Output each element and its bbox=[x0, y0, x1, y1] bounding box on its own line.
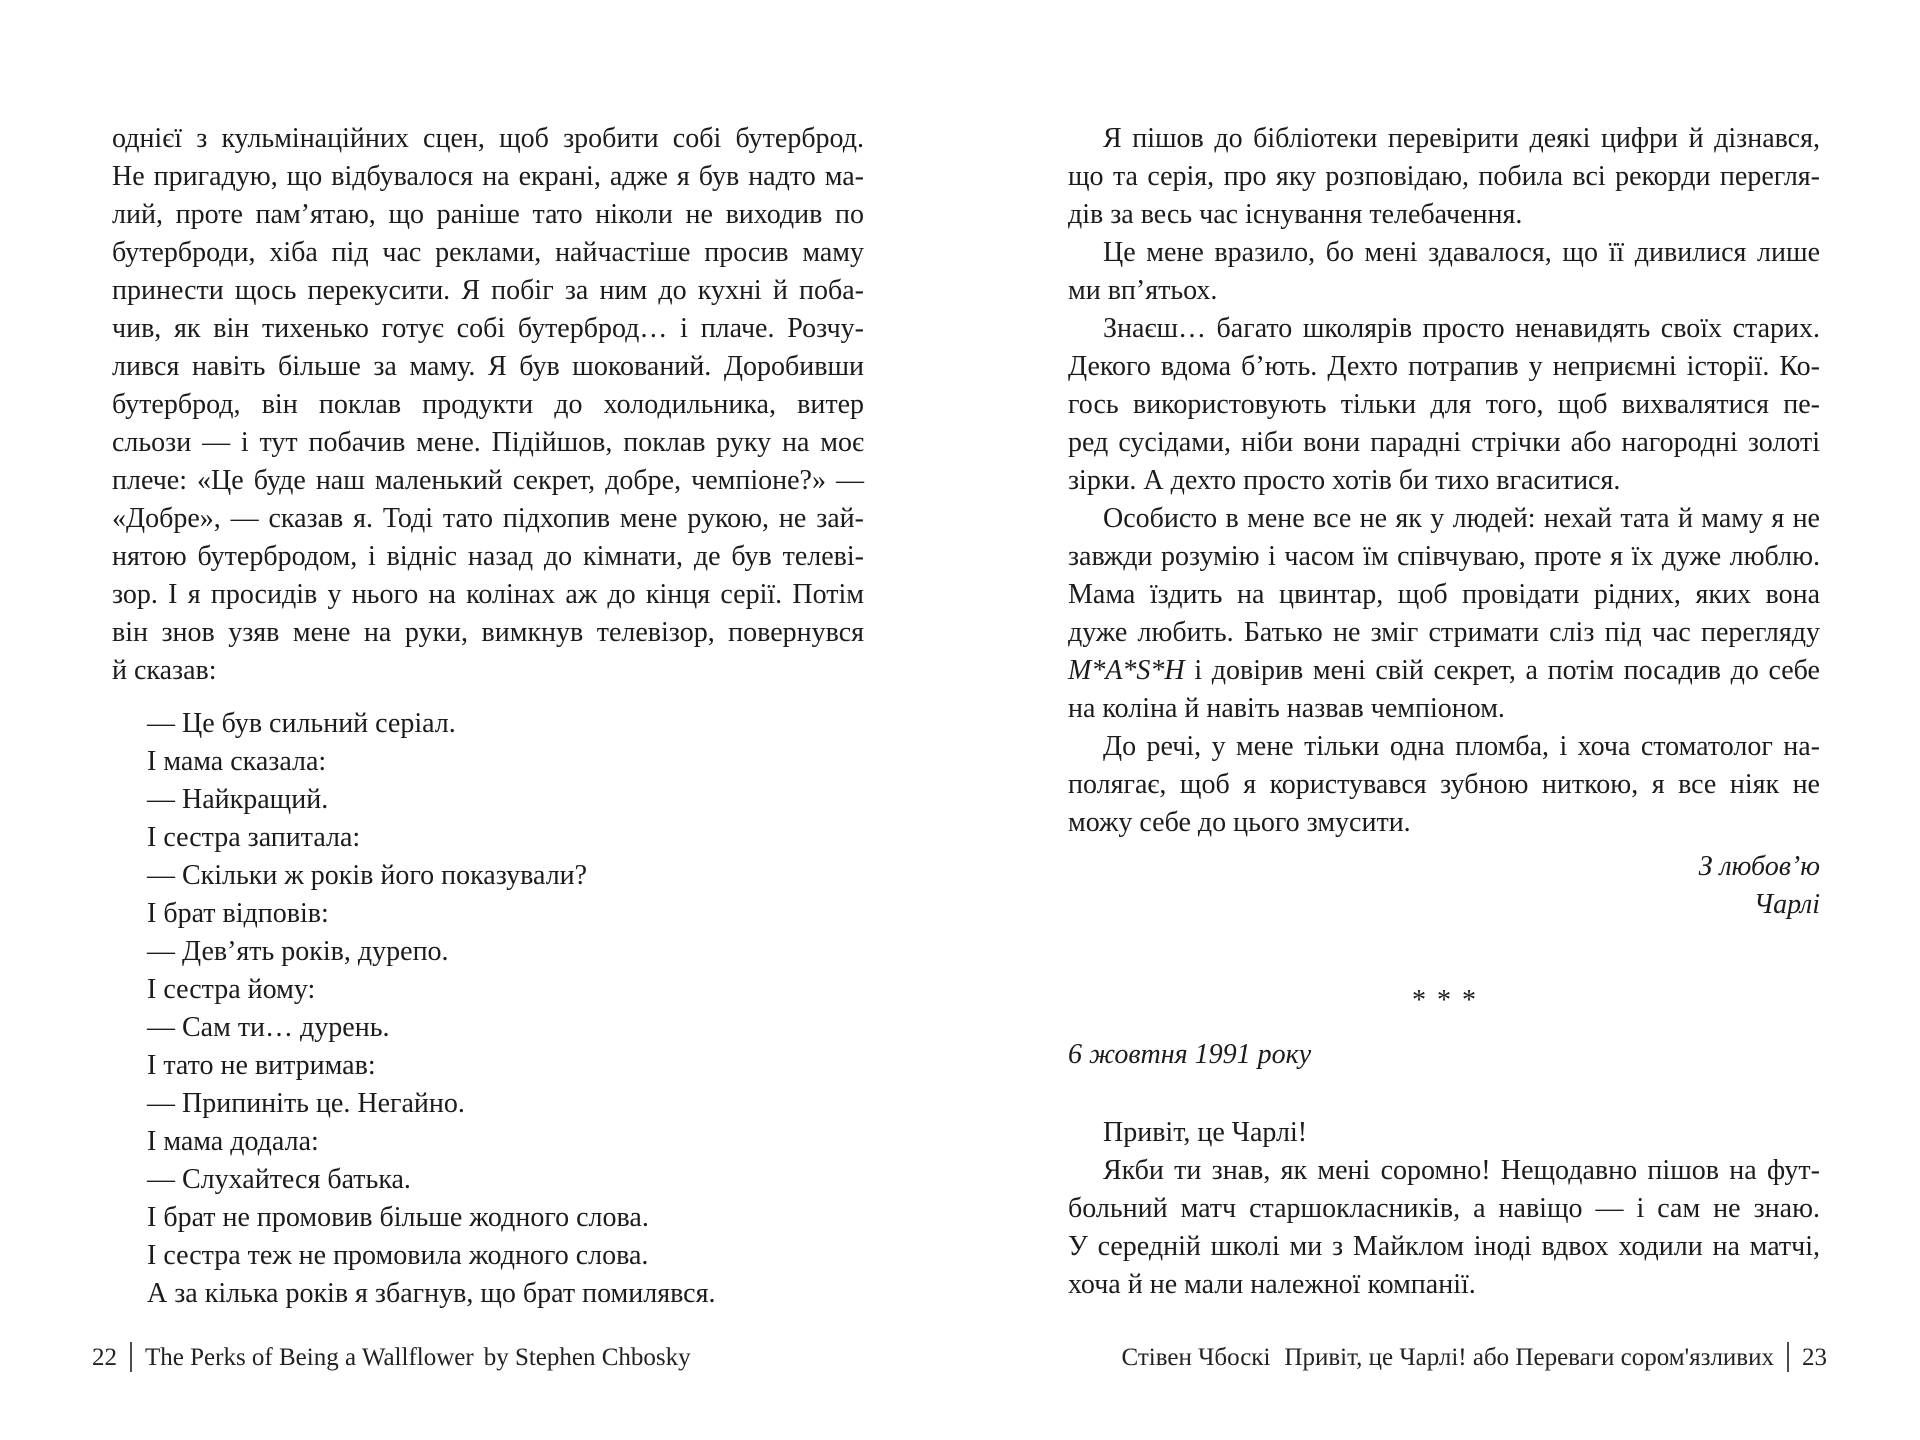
text-line: Не пригадую, що відбувалося на екрані, адже я був надто ма- bbox=[112, 161, 864, 192]
paragraph bbox=[112, 933, 864, 971]
paragraph bbox=[112, 705, 864, 743]
text-line: Привіт, це Чарлі! bbox=[1103, 1117, 1308, 1148]
paragraph bbox=[112, 971, 864, 1009]
text-line: хоча й не мали належної компанії. bbox=[1068, 1269, 1476, 1300]
text-line: дуже любить. Батько не зміг стримати сліз під час перегляду bbox=[1068, 617, 1820, 648]
book-title: Привіт, це Чарлі! або Переваги сором'язливих bbox=[1284, 1344, 1774, 1371]
text-line: бутерброд, він поклав продукти до холодильника, витер bbox=[112, 389, 864, 420]
right-page bbox=[1068, 120, 1820, 1304]
text-line: зірки. А дехто просто хотів би тихо вгаситися. bbox=[1068, 465, 1621, 496]
page-number: 23 bbox=[1802, 1344, 1827, 1371]
text-line: можу себе до цього змусити. bbox=[1068, 807, 1411, 838]
text-line: лий, проте пам’ятаю, що раніше тато ніколи не виходив по bbox=[112, 199, 864, 230]
text-line: Декого вдома б’ють. Дехто потрапив у неприємні історії. Ко- bbox=[1068, 351, 1820, 382]
paragraph bbox=[112, 120, 864, 690]
paragraph bbox=[1068, 310, 1820, 500]
text-line: «Добре», — сказав я. Тоді тато підхопив мене рукою, не зай- bbox=[112, 503, 864, 534]
italic-text: M*A*S*H bbox=[1068, 655, 1185, 686]
paragraph bbox=[112, 743, 864, 781]
text-line: У середній школі ми з Майклом іноді вдвох ходили на матчі, bbox=[1068, 1231, 1820, 1262]
text-line: й сказав: bbox=[112, 655, 217, 686]
footer-divider bbox=[1787, 1342, 1789, 1372]
paragraph bbox=[112, 857, 864, 895]
text-line: А за кілька років я збагнув, що брат помилявся. bbox=[147, 1278, 716, 1309]
section-separator: * * * bbox=[1412, 985, 1476, 1016]
paragraph bbox=[1068, 234, 1820, 310]
text-line: — Найкращий. bbox=[147, 784, 329, 815]
text-line: лився навіть більше за маму. Я був шокований. Доробивши bbox=[112, 351, 864, 382]
left-page-text bbox=[112, 120, 864, 1313]
text-line: І брат не промовив більше жодного слова. bbox=[147, 1202, 649, 1233]
left-page-footer bbox=[92, 1341, 691, 1375]
text-line: ми вп’ятьох. bbox=[1068, 275, 1218, 306]
signature-line: З любов’ю bbox=[1698, 851, 1820, 882]
text-line: Я пішов до бібліотеки перевірити деякі цифри й дізнався, bbox=[1103, 123, 1820, 154]
text-line: І мама сказала: bbox=[147, 746, 327, 777]
text-line: І мама додала: bbox=[147, 1126, 319, 1157]
text-line: І сестра теж не промовила жодного слова. bbox=[147, 1240, 649, 1271]
right-page-text bbox=[1068, 120, 1820, 842]
text-line: І сестра йому: bbox=[147, 974, 316, 1005]
text-line: — Припиніть це. Негайно. bbox=[147, 1088, 465, 1119]
paragraph bbox=[112, 1085, 864, 1123]
left-page bbox=[112, 120, 864, 1313]
text-line: завжди розумію і часом їм співчуваю, проте я їх дуже люблю. bbox=[1068, 541, 1820, 572]
page-number: 22 bbox=[92, 1344, 117, 1371]
text-line: гось використовують тільки для того, щоб вихвалятися пе- bbox=[1068, 389, 1820, 420]
text-line: І брат відповів: bbox=[147, 898, 329, 929]
text-line: сльози — і тут побачив мене. Підійшов, поклав руку на моє bbox=[112, 427, 864, 458]
text-line: больний матч старшокласників, а навіщо — і сам не знаю. bbox=[1068, 1193, 1820, 1224]
book-author: Стівен Чбоскі bbox=[1121, 1344, 1271, 1371]
text-line: — Слухайтеся батька. bbox=[147, 1164, 411, 1195]
paragraph bbox=[112, 781, 864, 819]
text-line: І сестра запитала: bbox=[147, 822, 361, 853]
paragraph bbox=[1068, 500, 1820, 728]
footer-divider bbox=[130, 1342, 132, 1372]
paragraph bbox=[112, 1275, 864, 1313]
text-line: чив, як він тихенько готує собі бутерброд… і плаче. Розчу- bbox=[112, 313, 864, 344]
text-line: на коліна й навіть назвав чемпіоном. bbox=[1068, 693, 1505, 724]
text-line: Особисто в мене все не як у людей: нехай тата й маму я не bbox=[1103, 503, 1820, 534]
paragraph bbox=[1068, 120, 1820, 234]
paragraph bbox=[1068, 728, 1820, 842]
book-author: by Stephen Chbosky bbox=[483, 1344, 691, 1371]
text-line: плече: «Це буде наш маленький секрет, добре, чемпіоне?» — bbox=[112, 465, 864, 496]
paragraph bbox=[112, 1161, 864, 1199]
paragraph bbox=[112, 819, 864, 857]
text-line: нятою бутербродом, і відніс назад до кімнати, де був телеві- bbox=[112, 541, 864, 572]
paragraph bbox=[112, 1123, 864, 1161]
text-line: — Скільки ж років його показували? bbox=[147, 860, 588, 891]
text-line: Мама їздить на цвинтар, щоб провідати рідних, яких вона bbox=[1068, 579, 1820, 610]
text-line: — Дев’ять років, дурепо. bbox=[147, 936, 449, 967]
text-line: він знов узяв мене на руки, вимкнув телевізор, повернувся bbox=[112, 617, 864, 648]
letter-text bbox=[1068, 1114, 1820, 1304]
signature-line: Чарлі bbox=[1753, 889, 1820, 920]
text-line: І тато не витримав: bbox=[147, 1050, 376, 1081]
text-line: ред сусідами, ніби вони парадні стрічки або нагородні золоті bbox=[1068, 427, 1820, 458]
text-line: що та серія, про яку розповідаю, побила всі рекорди перегля- bbox=[1068, 161, 1820, 192]
paragraph bbox=[112, 1237, 864, 1275]
text-line: Якби ти знав, як мені соромно! Нещодавно пішов на фут- bbox=[1103, 1155, 1820, 1186]
text-line: M*A*S*H і довірив мені свій секрет, а потім посадив до себе bbox=[1068, 655, 1820, 686]
text-line: принести щось перекусити. Я побіг за ним до кухні й поба- bbox=[112, 275, 864, 306]
text-line: дів за весь час існування телебачення. bbox=[1068, 199, 1523, 230]
letter-signature bbox=[1068, 848, 1820, 924]
paragraph bbox=[112, 895, 864, 933]
right-page-footer bbox=[1122, 1341, 1827, 1375]
paragraph bbox=[112, 1009, 864, 1047]
text-line: — Сам ти… дурень. bbox=[147, 1012, 390, 1043]
text-line: бутерброди, хіба під час реклами, найчастіше просив маму bbox=[112, 237, 864, 268]
text-line: Це мене вразило, бо мені здавалося, що її дивилися лише bbox=[1103, 237, 1820, 268]
text-line: — Це був сильний серіал. bbox=[147, 708, 456, 739]
book-title: The Perks of Being a Wallflower bbox=[145, 1344, 474, 1371]
text-line: До речі, у мене тільки одна пломба, і хоча стоматолог на- bbox=[1103, 731, 1820, 762]
paragraph bbox=[112, 1199, 864, 1237]
text-line: зор. І я просидів у нього на колінах аж до кінця серії. Потім bbox=[112, 579, 864, 610]
text-line: полягає, щоб я користувався зубною ниткою, я все ніяк не bbox=[1068, 769, 1820, 800]
text-line: Знаєш… багато школярів просто ненавидять своїх старих. bbox=[1103, 313, 1820, 344]
text-line: однієї з кульмінаційних сцен, щоб зробити собі бутерброд. bbox=[112, 123, 864, 154]
paragraph bbox=[1068, 1152, 1820, 1304]
paragraph bbox=[1068, 1114, 1820, 1152]
letter-date: 6 жовтня 1991 року bbox=[1068, 1039, 1312, 1070]
paragraph bbox=[112, 1047, 864, 1085]
